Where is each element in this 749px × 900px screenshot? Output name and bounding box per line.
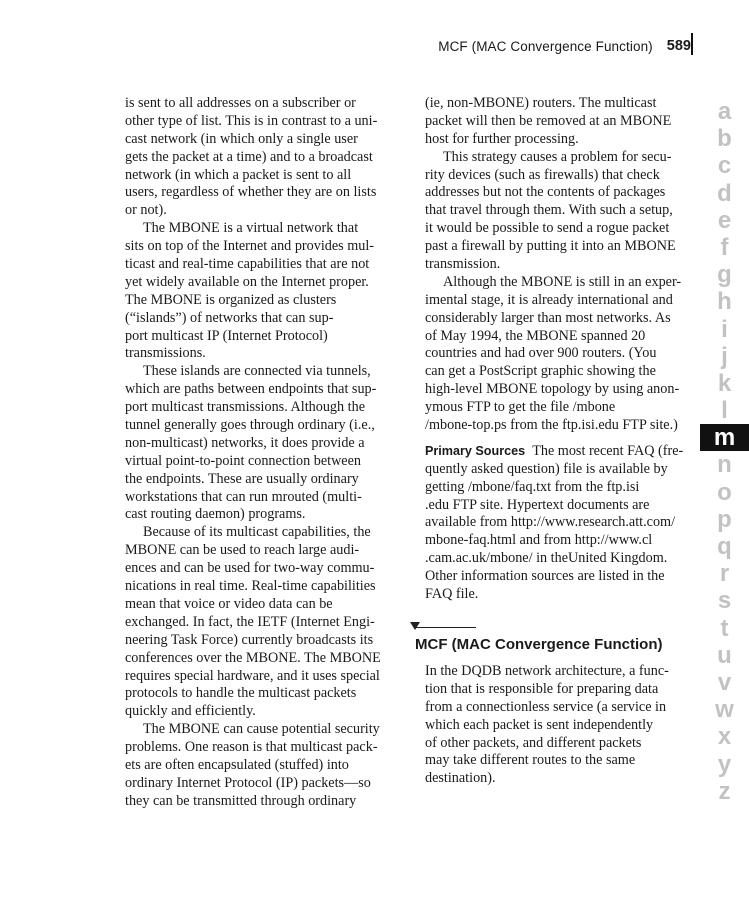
index-letter-f: f <box>720 233 729 261</box>
index-letter-e: e <box>717 206 732 234</box>
paragraph-line: This strategy causes a problem for secu- <box>443 148 672 165</box>
index-letter-a: a <box>717 98 732 125</box>
paragraph-line: (“islands”) of networks that can sup- <box>125 309 334 326</box>
index-letter-w: w <box>715 696 734 724</box>
running-header <box>438 36 691 56</box>
paragraph-line: packet will then be removed at an MBONE <box>425 112 672 129</box>
paragraph-line: gets the packet at a time) and to a broadcast <box>125 148 373 165</box>
index-letter-g: g <box>717 261 732 289</box>
entry-body <box>425 663 691 788</box>
entry-body-line: from a connectionless service (a service in <box>425 698 667 715</box>
primary-sources-line: mbone-faq.html and from http://www.cl <box>425 532 653 549</box>
paragraph-line: (ie, non-MBONE) routers. The multicast <box>425 95 657 111</box>
paragraph-line: Because of its multicast capabilities, the <box>143 524 371 541</box>
paragraph-line: yet widely available on the Internet proper. <box>125 273 369 290</box>
index-letter-v: v <box>717 668 732 696</box>
paragraph-line: The MBONE is organized as clusters <box>125 291 337 308</box>
index-letter-h: h <box>717 288 732 316</box>
primary-sources-first-text: The most recent FAQ (fre- <box>532 442 684 459</box>
paragraph-line: is sent to all addresses on a subscriber or <box>125 95 356 111</box>
entry-body-line: of other packets, and different packets <box>425 734 642 751</box>
paragraph-line: workstations that can run mrouted (multi- <box>125 488 362 505</box>
paragraph-line: quickly and efficiently. <box>125 703 256 720</box>
index-letter-u: u <box>717 641 732 669</box>
paragraph-line: The MBONE can cause potential security <box>143 721 380 738</box>
index-letter-k: k <box>717 369 732 397</box>
section-gap <box>425 435 691 443</box>
primary-sources-line: FAQ file. <box>425 586 479 603</box>
index-letter-x: x <box>717 723 732 751</box>
paragraph-line: cast network (in which only a single user <box>125 130 358 147</box>
paragraph-line: rity devices (such as firewalls) that check <box>425 166 660 183</box>
paragraph-line: port multicast IP (Internet Protocol) <box>125 327 328 344</box>
left-column <box>125 95 393 811</box>
paragraph-line: users, regardless of whether they are on lists <box>125 184 377 201</box>
paragraph-line: past a firewall by putting it into an MBONE <box>425 238 676 255</box>
paragraph-line: non-multicast) networks, it does provide a <box>125 434 365 451</box>
paragraph-line: network (in which a packet is sent to all <box>125 166 352 183</box>
paragraph-line: These islands are connected via tunnels, <box>143 363 371 380</box>
paragraph-line: ets are often encapsulated (stuffed) into <box>125 756 349 773</box>
index-letter-r: r <box>719 560 730 588</box>
paragraph-line: neering Task Force) currently broadcasts its <box>125 631 374 648</box>
paragraph-line: the endpoints. These are usually ordinary <box>125 470 359 487</box>
primary-sources-line: .cam.ac.uk/mbone/ in theUnited Kingdom. <box>425 550 668 567</box>
index-letter-d: d <box>717 179 732 207</box>
paragraph-line: exchanged. In fact, the IETF (Internet Engi- <box>125 613 375 630</box>
paragraph-line: other type of list. This is in contrast to a uni- <box>125 112 378 129</box>
paragraph-line: addresses but not the contents of packages <box>425 184 666 201</box>
primary-sources-line: getting /mbone/faq.txt from the ftp.isi <box>425 478 640 495</box>
paragraph-line: host for further processing. <box>425 130 579 147</box>
running-title: MCF (MAC Convergence Function) <box>438 38 653 54</box>
paragraph-line: port multicast transmissions. Although the <box>125 399 365 416</box>
primary-sources-line: Other information sources are listed in the <box>425 568 665 585</box>
paragraph-line: or not). <box>125 202 167 219</box>
paragraph-line: which are paths between endpoints that sup- <box>125 381 377 398</box>
entry-divider <box>416 627 476 628</box>
entry-body-line: may take different routes to the same <box>425 752 636 769</box>
paragraph-line: cast routing daemon) programs. <box>125 506 306 523</box>
paragraph-line: ticast and real-time capabilities that are not <box>125 256 370 273</box>
header-rule <box>691 33 693 55</box>
index-letter-t: t <box>720 614 729 642</box>
paragraph-line: ordinary Internet Protocol (IP) packets—so <box>125 774 371 791</box>
paragraph-line: can get a PostScript graphic showing the <box>425 363 656 380</box>
paragraph-line: /mbone-top.ps from the ftp.isi.edu FTP site.) <box>425 417 678 434</box>
index-letter-m: m <box>700 424 749 451</box>
paragraph-line: countries and had over 900 routers. (You <box>425 345 657 362</box>
index-letter-i: i <box>721 315 728 343</box>
paragraph-line: protocols to handle the multicast packets <box>125 685 357 702</box>
paragraph-line: nications in real time. Real-time capabilities <box>125 578 376 595</box>
index-letter-j: j <box>721 342 728 370</box>
primary-sources-line: .edu FTP site. Hypertext documents are <box>425 496 650 513</box>
primary-sources-label: Primary Sources <box>425 443 526 458</box>
index-letter-n: n <box>717 451 732 479</box>
index-letter-l: l <box>721 397 728 425</box>
paragraph-line: problems. One reason is that multicast pack- <box>125 739 378 756</box>
paragraph-line: of May 1994, the MBONE spanned 20 <box>425 327 646 344</box>
entry-body-line: tion that is responsible for preparing data <box>425 680 659 697</box>
paragraph-line: they can be transmitted through ordinary <box>125 792 357 809</box>
paragraph-line: Although the MBONE is still in an exper- <box>443 273 682 290</box>
page-number: 589 <box>666 38 691 54</box>
primary-sources-first-line <box>425 443 691 461</box>
paragraph-line: ences and can be used for two-way commu- <box>125 560 375 577</box>
paragraph-line: that travel through them. With such a setup, <box>425 202 673 219</box>
index-letter-q: q <box>717 533 732 560</box>
paragraph-line: considerably larger than most networks. As <box>425 309 671 326</box>
paragraph-line: The MBONE is a virtual network that <box>143 220 359 237</box>
paragraph-line: virtual point-to-point connection between <box>125 452 361 469</box>
paragraph-line: conferences over the MBONE. The MBONE <box>125 649 381 666</box>
paragraph-line: imental stage, it is already international and <box>425 291 673 308</box>
entry-body-line: destination). <box>425 770 496 787</box>
index-letter-s: s <box>717 587 732 615</box>
primary-sources-line: available from http://www.research.att.com/ <box>425 514 676 531</box>
entry-body-line: In the DQDB network architecture, a func- <box>425 663 669 679</box>
entry-heading: MCF (MAC Convergence Function) <box>415 636 663 653</box>
paragraph-line: tunnel generally goes through ordinary (i.e., <box>125 417 375 434</box>
paragraph-line: sits on top of the Internet and provides mul- <box>125 238 375 255</box>
entry-body-line: which each packet is sent independently <box>425 716 654 733</box>
index-letter-z: z <box>718 777 731 805</box>
index-letter-b: b <box>717 125 732 153</box>
paragraph-line: high-level MBONE topology by using anon- <box>425 381 680 398</box>
primary-sources-line: quently asked question) file is available by <box>425 460 668 477</box>
index-letter-p: p <box>717 505 732 533</box>
paragraph-line: ymous FTP to get the file /mbone <box>425 399 616 416</box>
alphabet-index <box>700 98 749 805</box>
index-letter-y: y <box>717 750 732 778</box>
paragraph-line: requires special hardware, and it uses special <box>125 667 380 684</box>
paragraph-line: MBONE can be used to reach large audi- <box>125 542 360 559</box>
index-letter-c: c <box>717 152 732 180</box>
paragraph-line: it would be possible to send a rogue packet <box>425 220 670 237</box>
right-column <box>425 95 691 604</box>
paragraph-line: mean that voice or video data can be <box>125 595 333 612</box>
paragraph-line: transmissions. <box>125 345 206 362</box>
index-letter-o: o <box>717 478 732 506</box>
paragraph-line: transmission. <box>425 256 501 273</box>
